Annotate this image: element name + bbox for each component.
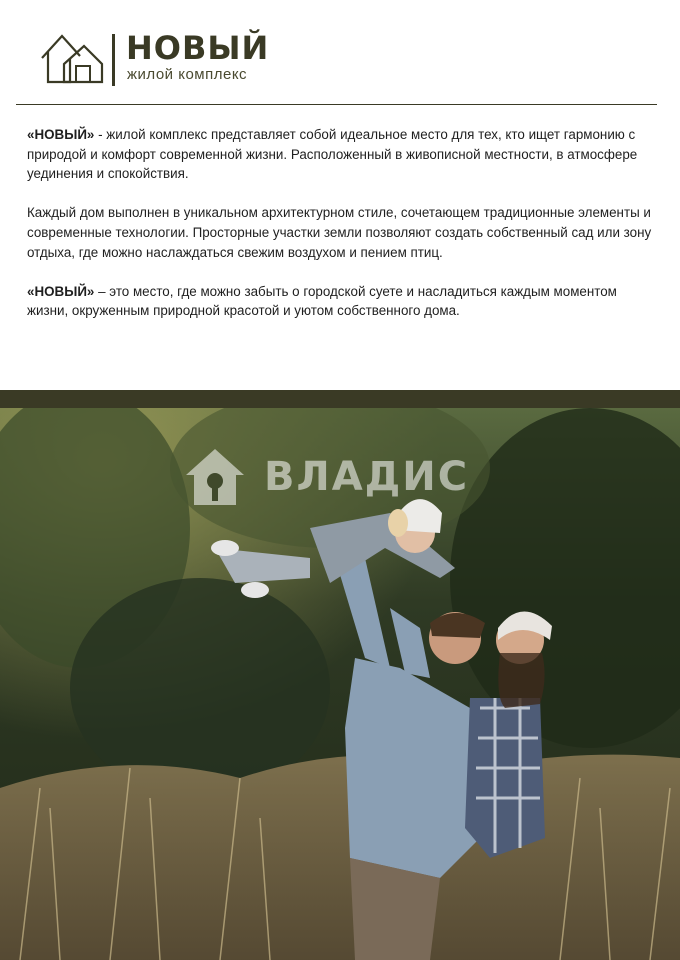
brand-mention: «НОВЫЙ»	[27, 283, 95, 299]
paragraph-closing	[27, 282, 657, 321]
brand-mention: «НОВЫЙ»	[27, 127, 95, 142]
paragraph-intro	[27, 125, 657, 184]
header	[0, 0, 680, 110]
paragraph-text: – это место, где можно забыть о городской суете и насладиться каждым моментом жизни, окруженным природной красотой и уютом собственного дома.	[27, 283, 617, 319]
houses-outline-icon	[40, 32, 104, 86]
header-divider	[16, 104, 657, 105]
description	[27, 125, 657, 341]
watermark	[184, 447, 469, 507]
section-band	[0, 390, 680, 408]
paragraph-text: - жилой комплекс представляет собой идеальное место для тех, кто ищет гармонию с природой и комфорт современной жизни. Расположенный в живописной местности, в атмосфере уединения и спокойствия.	[27, 127, 638, 182]
brand-subtitle: жилой комплекс	[127, 66, 248, 83]
house-key-icon	[184, 447, 246, 507]
paragraph-architecture	[27, 203, 657, 262]
paragraph-text: Каждый дом выполнен в уникальном архитектурном стиле, сочетающем традиционные элементы и современные технологии. Просторные участки земли позволяют создать собственный сад или зону отдыха, где можно наслаждаться свежим воздухом и пением птиц.	[27, 205, 652, 260]
watermark-text: ВЛАДИС	[264, 454, 470, 500]
brand-name: НОВЫЙ	[126, 29, 270, 67]
logo-divider	[112, 34, 115, 86]
